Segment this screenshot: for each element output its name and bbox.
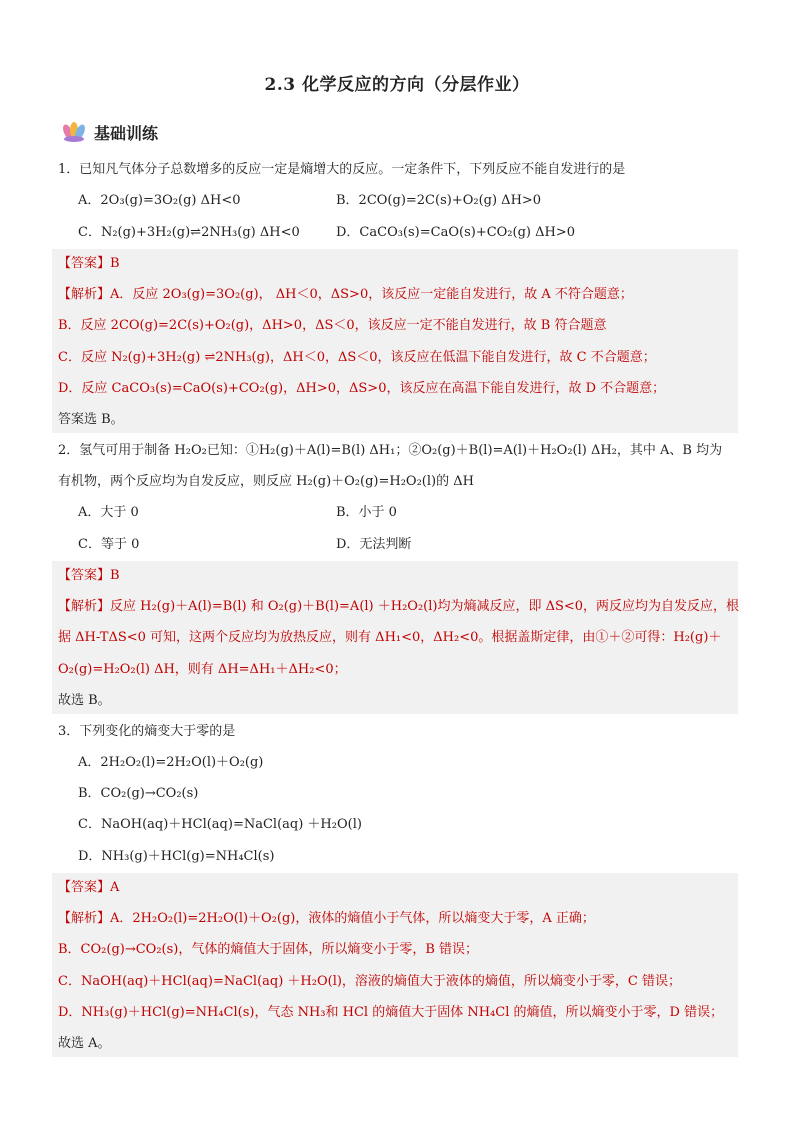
q2-explanation-2: 据 ΔH-TΔS<0 可知，这两个反应均为放热反应，则有 ΔH₁<0，ΔH₂<0。根据盖斯定律，由①＋②可得：H₂(g)＋ [58,630,722,645]
q1-explanation-5: 答案选 B。 [58,412,124,427]
q1-answer: 【答案】B [58,256,120,271]
q1-option-c: C．N₂(g)+3H₂(g)⇌2NH₃(g) ΔH<0 [78,225,300,240]
q1-explanation-3: C．反应 N₂(g)+3H₂(g) ⇌2NH₃(g)，ΔH＜0，ΔS＜0，该反应在低温下能自发进行，故 C 不合题意； [58,350,656,365]
q2-option-d: D．无法判断 [336,537,412,552]
q2-stem-2: 有机物，两个反应均为自发反应，则反应 H₂(g)＋O₂(g)=H₂O₂(l)的 ΔH [58,474,474,489]
q2-explanation-1: 【解析】反应 H₂(g)＋A(l)=B(l) 和 O₂(g)＋B(l)=A(l) ＋H₂O₂(l)均为熵减反应，即 ΔS<0，两反应均为自发反应，根 [58,599,740,614]
q2-option-b: B．小于 0 [336,505,397,520]
q2-explanation-3: O₂(g)=H₂O₂(l) ΔH，则有 ΔH=ΔH₁＋ΔH₂<0； [58,662,347,677]
q3-explanation-5: 故选 A。 [58,1036,111,1051]
q2-option-a: A．大于 0 [78,505,139,520]
q1-explanation-1: 【解析】A．反应 2O₃(g)=3O₂(g)， ΔH＜0，ΔS>0，该反应一定能自发进行，故 A 不符合题意； [58,287,633,302]
q1-stem: 1．已知凡气体分子总数增多的反应一定是熵增大的反应。一定条件下，下列反应不能自发进行的是 [58,162,626,177]
q1-option-b: B．2CO(g)=2C(s)+O₂(g) ΔH>0 [336,193,542,208]
q3-option-d: D．NH₃(g)＋HCl(g)=NH₄Cl(s) [78,849,275,864]
section-heading [60,120,158,144]
q2-stem-1: 2．氢气可用于制备 H₂O₂已知：①H₂(g)＋A(l)=B(l) ΔH₁；②O₂(g)＋B(l)=A(l)＋H₂O₂(l) ΔH₂，其中 A、B 均为 [58,443,723,458]
q3-option-b: B．CO₂(g)→CO₂(s) [78,786,199,801]
q1-option-d: D．CaCO₃(s)=CaO(s)+CO₂(g) ΔH>0 [336,225,576,240]
q3-option-a: A．2H₂O₂(l)=2H₂O(l)＋O₂(g) [78,755,264,770]
q3-option-c: C．NaOH(aq)＋HCl(aq)=NaCl(aq) ＋H₂O(l) [78,817,362,832]
page-title: 2.3 化学反应的方向（分层作业） [264,75,530,95]
q2-answer: 【答案】B [58,568,120,583]
q3-stem: 3．下列变化的熵变大于零的是 [58,724,236,739]
q1-answer-block [52,249,738,433]
q1-option-a: A．2O₃(g)=3O₂(g) ΔH<0 [78,193,241,208]
q3-answer-block [52,873,738,1057]
q3-explanation-3: C．NaOH(aq)＋HCl(aq)=NaCl(aq) ＋H₂O(l)，溶液的熵值大于液体的熵值，所以熵变小于零，C 错误； [58,974,681,989]
q3-explanation-4: D．NH₃(g)＋HCl(g)=NH₄Cl(s)，气态 NH₃和 HCl 的熵值大于固体 NH₄Cl 的熵值，所以熵变小于零，D 错误； [58,1005,724,1020]
q1-explanation-2: B．反应 2CO(g)=2C(s)+O₂(g)，ΔH>0，ΔS＜0，该反应一定不能自发进行，故 B 符合题意 [58,318,607,333]
q2-option-c: C．等于 0 [78,537,140,552]
q3-explanation-2: B．CO₂(g)→CO₂(s)，气体的熵值大于固体，所以熵变小于零，B 错误； [58,942,479,957]
q3-answer: 【答案】A [58,880,120,895]
q3-explanation-1: 【解析】A．2H₂O₂(l)=2H₂O(l)＋O₂(g)，液体的熵值小于气体，所以熵变大于零，A 正确； [58,911,595,926]
flower-icon [60,121,88,143]
q2-explanation-4: 故选 B。 [58,693,111,708]
q1-explanation-4: D．反应 CaCO₃(s)=CaO(s)+CO₂(g)，ΔH>0，ΔS>0，该反应在高温下能自发进行，故 D 不合题意； [58,381,666,396]
section-label: 基础训练 [94,123,159,143]
